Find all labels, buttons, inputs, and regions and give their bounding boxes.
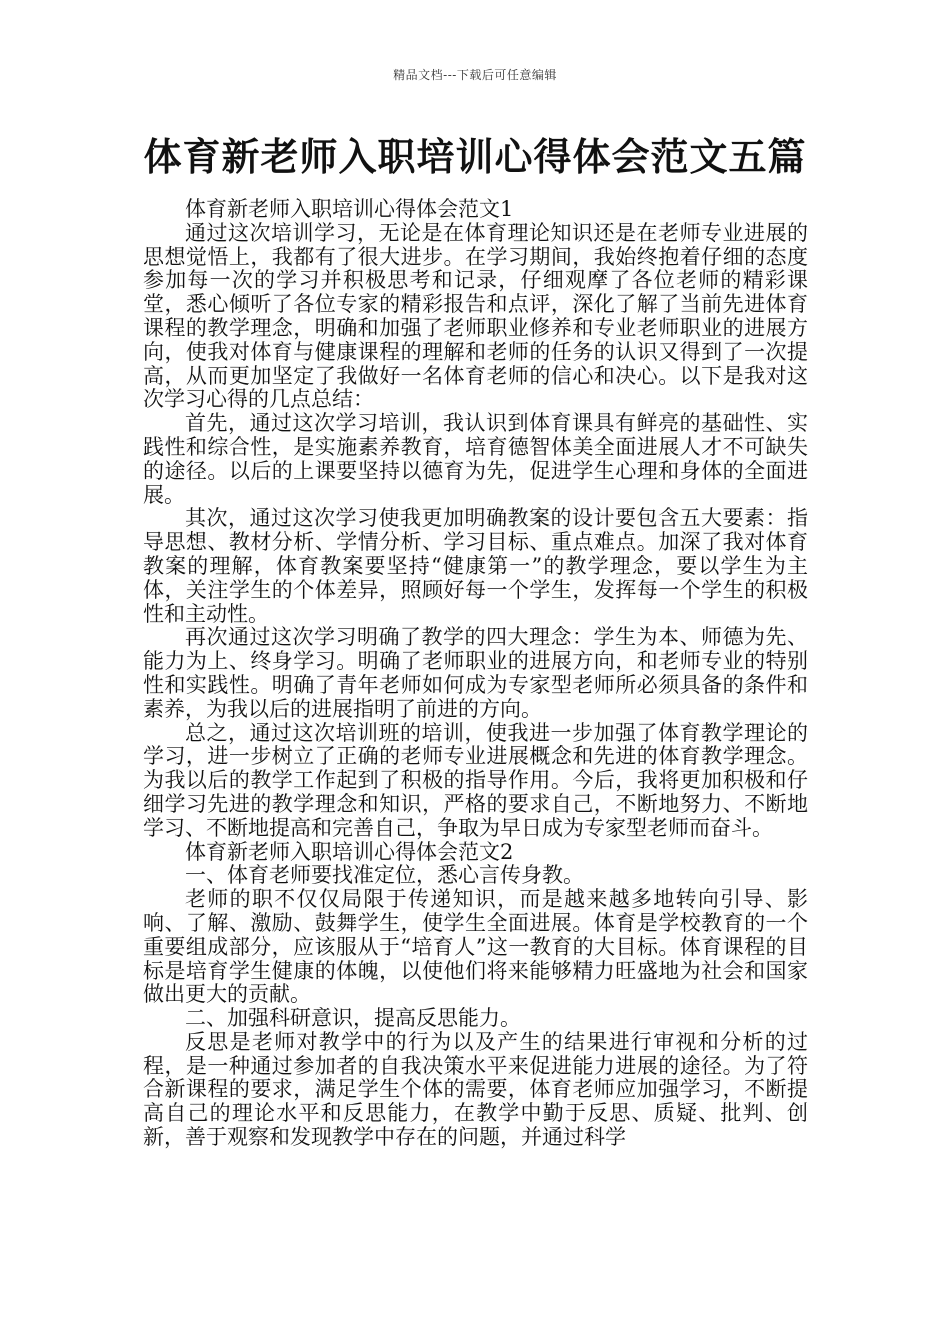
section-heading-2: 体育新老师入职培训心得体会范文2 (185, 839, 514, 864)
paragraph: 总之，通过这次培训班的培训，使我进一步加强了体育教学理论的学习，进一步树立了正确的老师专业进展概念和先进的体育教学理念。为我以后的教学工作起到了积极的指导作用。今后，我将更加积极和仔细学习先进的教学理念和知识，严格的要求自己，不断地努力、不断地学习、不断地提高和完善自己，争取为早日成为专家型老师而奋斗。 (143, 720, 808, 840)
subheading: 一、体育老师要找准定位，悉心言传身教。 (185, 863, 584, 888)
header-note: 精品文档---下载后可任意编辑 (393, 68, 557, 82)
paragraph: 首先，通过这次学习培训，我认识到体育课具有鲜亮的基础性、实践性和综合性，是实施素养教育，培育德智体美全面进展人才不可缺失的途径。以后的上课要坚持以德育为先，促进学生心理和身体的全面进展。 (143, 411, 808, 507)
paragraph: 反思是老师对教学中的行为以及产生的结果进行审视和分析的过程，是一种通过参加者的自我决策水平来促进能力进展的途径。为了符合新课程的要求，满足学生个体的需要，体育老师应加强学习，不断提高自己的理论水平和反思能力，在教学中勤于反思、质疑、批判、创新，善于观察和发现教学中存在的问题，并通过科学 (143, 1029, 808, 1150)
document-body (143, 198, 808, 1150)
document-title: 体育新老师入职培训心得体会范文五篇 (143, 135, 807, 179)
paragraph: 老师的职不仅仅局限于传递知识，而是越来越多地转向引导、影响、了解、激励、鼓舞学生，使学生全面进展。体育是学校教育的一个重要组成部分，应该服从于“培育人”这一教育的大目标。体育课程的目标是培育学生健康的体魄，以使他们将来能够精力旺盛地为社会和国家做出更大的贡献。 (143, 887, 808, 1007)
paragraph: 其次，通过这次学习使我更加明确教案的设计要包含五大要素：指导思想、教材分析、学情分析、学习目标、重点难点。加深了我对体育教案的理解，体育教案要坚持“健康第一”的教学理念，要以学生为主体，关注学生的个体差异，照顾好每一个学生，发挥每一个学生的积极性和主动性。 (143, 506, 808, 626)
subheading: 二、加强科研意识，提高反思能力。 (185, 1006, 521, 1031)
paragraph: 再次通过这次学习明确了教学的四大理念：学生为本、师德为先、能力为上、终身学习。明确了老师职业的进展方向，和老师专业的特别性和实践性。明确了青年老师如何成为专家型老师所必须具备的条件和素养，为我以后的进展指明了前进的方向。 (143, 625, 808, 721)
paragraph: 通过这次培训学习，无论是在体育理论知识还是在老师专业进展的思想觉悟上，我都有了很大进步。在学习期间，我始终抱着仔细的态度参加每一次的学习并积极思考和记录，仔细观摩了各位老师的精彩课堂，悉心倾听了各位专家的精彩报告和点评，深化了解了当前先进体育课程的教学理念，明确和加强了老师职业修养和专业老师职业的进展方向，使我对体育与健康课程的理解和老师的任务的认识又得到了一次提高，从而更加坚定了我做好一名体育老师的信心和决心。以下是我对这次学习心得的几点总结： (143, 220, 808, 412)
section-heading-1: 体育新老师入职培训心得体会范文1 (185, 197, 514, 221)
